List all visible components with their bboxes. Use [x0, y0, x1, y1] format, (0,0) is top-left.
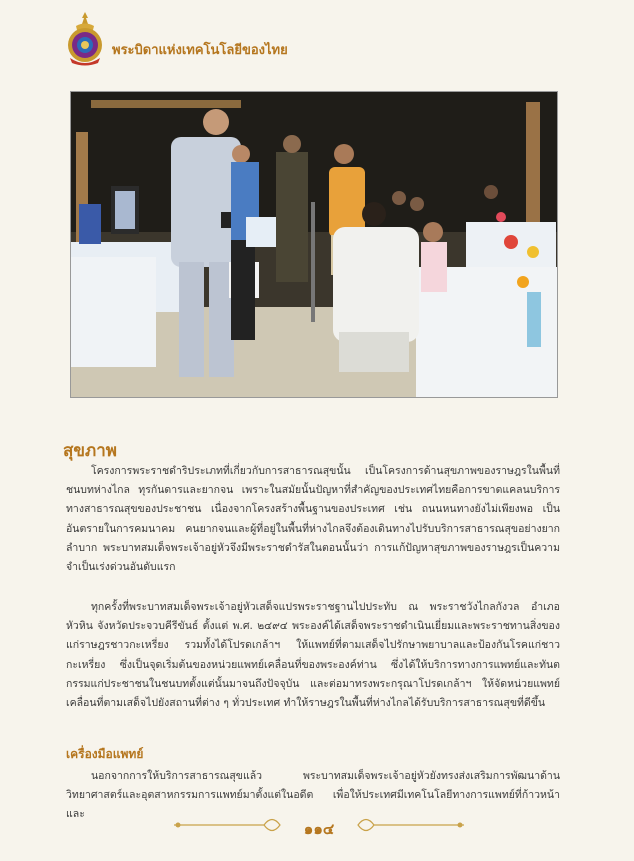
- royal-emblem-icon: [66, 10, 104, 66]
- header-title: พระบิดาแห่งเทคโนโลยีของไทย: [112, 43, 288, 58]
- photograph: [70, 91, 558, 398]
- body-paragraph: ทุกครั้งที่พระบาทสมเด็จพระเจ้าอยู่หัวเสด็จแปรพระราชฐานไปประทับ ณ พระราชวังไกลกังวล อำเภอหัวหิน จังหวัดประจวบคีรีขันธ์ ตั้งแต่ พ.ศ. ๒๔๙๔ พระองค์ได้เสด็จพระราชดำเนินเยี่ยมและพระราชทานสิ่งของแก่ราษฎรชาวกะเหรี่ยง รวมทั้งได้โปรดเกล้าฯ ให้แพทย์ที่ตามเสด็จไปรักษาพยาบาลและป้องกันโรคแก่ชาวกะเหรี่ยง ซึ่งเป็นจุดเริ่มต้นของหน่วยแพทย์เคลื่อนที่ของพระองค์ท่าน ซึ่งได้ให้บริการทางการแพทย์และทันตกรรมแก่ประชาชนในชนบทตั้งแต่นั้นมาจนถึงปัจจุบัน และต่อมาทรงพระกรุณาโปรดเกล้าฯ ให้จัดหน่วยแพทย์เคลื่อนที่ตามเสด็จไปยังสถานที่ต่าง ๆ ทั่วประเทศ ทำให้ราษฎรในพื้นที่ห่างไกลได้รับบริการสาธารณสุขที่ดีขึ้น: [66, 601, 560, 710]
- body-paragraph: นอกจากการให้บริการสาธารณสุขแล้ว พระบาทสมเด็จพระเจ้าอยู่หัวยังทรงส่งเสริมการพัฒนาด้านวิทยาศาสตร์และอุตสาหกรรมการแพทย์มาตั้งแต่ในอดีต เพื่อให้ประเทศมีเทคโนโลยีทางการแพทย์ที่ก้าวหน้าและ: [66, 770, 560, 821]
- page-footer: [174, 812, 464, 838]
- body-paragraph: โครงการพระราชดำริประเภทที่เกี่ยวกับการสาธารณสุขนั้น เป็นโครงการด้านสุขภาพของราษฎรในพื้นที่ชนบทห่างไกล ทุรกันดารและยากจน เพราะในสมัยนั้นปัญหาที่สำคัญของประเทศไทยคือการขาดแคลนบริการทางสาธารณสุขของประชาชน เนื่องจากโครงสร้างพื้นฐานของประเทศ เช่น ถนนหนทางยังไม่เพียงพอ เป็นอันตรายในการคมนาคม คนยากจนและผู้ที่อยู่ในพื้นที่ห่างไกลจึงต้องเดินทางไปรับบริการสาธารณสุขอย่างยากลำบาก พระบาทสมเด็จพระเจ้าอยู่หัวจึงมีพระราชดำรัสในตอนนั้นว่า การแก้ปัญหาสุขภาพของราษฎรเป็นความจำเป็นเร่งด่วนอันดับแรก: [66, 465, 560, 574]
- page-number: ๑๑๔: [303, 820, 335, 838]
- subsection-heading: เครื่องมือแพทย์: [66, 747, 144, 761]
- section-heading: สุขภาพ: [63, 441, 117, 461]
